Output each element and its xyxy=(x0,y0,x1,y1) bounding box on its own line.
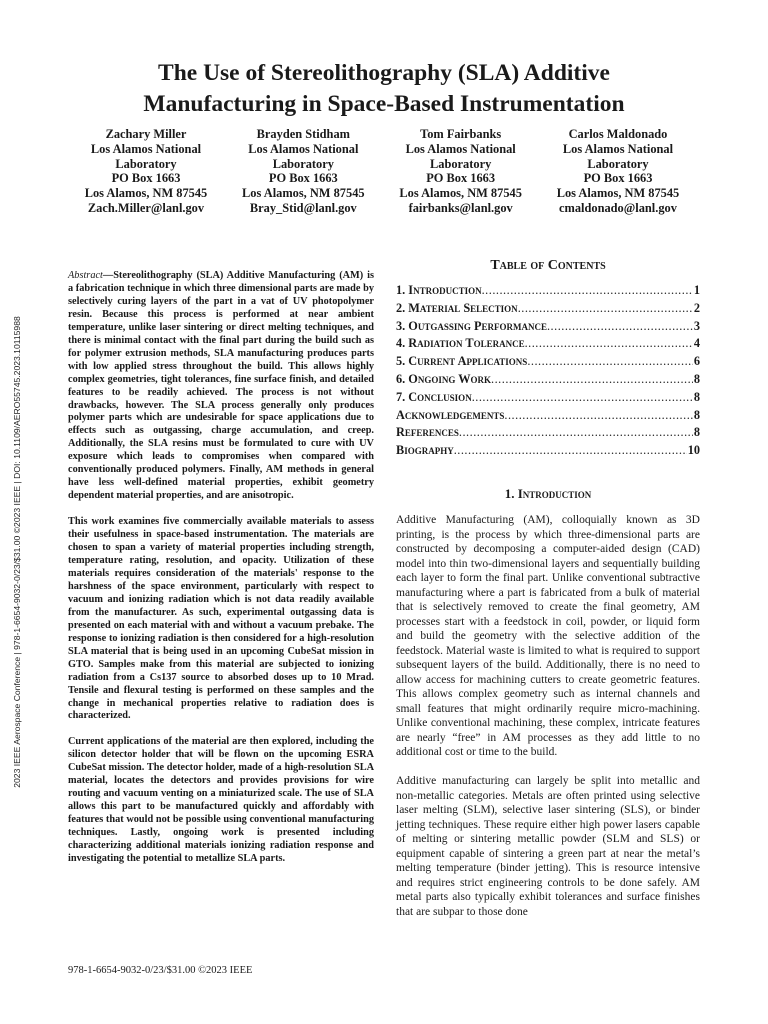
toc-leader-dots xyxy=(547,319,693,334)
author-name: Brayden Stidham xyxy=(256,127,350,141)
toc-entry-label: 6. Ongoing Work xyxy=(396,371,492,386)
toc-leader-dots xyxy=(527,354,693,369)
table-of-contents xyxy=(396,283,700,461)
abstract-text: —Stereolithography (SLA) Additive Manufacturing (AM) is a fabrication technique in which three dimensional parts are made by selectively curing layers of the part in a vat of UV photopolymer resin. Because this process is performed at near ambient temperature, unlike laser sintering or direct melting techniques, and there is minimal contact with the final part during the build such as for polymer extrusion methods, SLA manufacturing produces parts with low applied stress throughout the build. This allows highly complex geometries, tight tolerances, fine surface finish, and detailed features to be readily achieved. The process is not without drawbacks, however. The SLA process generally only produces polymer parts which are undesirable for space applications due to effects such as outgassing, charge accumulation, and creep. Additionally, the SLA resins must be formulated to cure with UV exposure which leads to compromises when compared with conventionally produced polymers. Finally, AM methods in general have less well-defined material properties, exhibit geometry dependent material properties, and are anisotropic. xyxy=(68,270,374,502)
abstract xyxy=(68,270,374,879)
introduction-heading: 1. Introduction xyxy=(504,486,592,501)
abstract-paragraph-1 xyxy=(68,270,374,503)
intro-paragraph-2: Additive manufacturing can largely be split into metallic and non-metallic categories. Metals are often printed using selective laser melting (SLM), selective laser sintering (SLS), or binder jetting techniques. These require either high power lasers capable of melting or sintering metallic powder (SLM and SLS) or equipment capable of sintering a green part at near the metal’s melting temperature (binder jetting). This is resource intensive and requires strict engineering controls to be done safely. AM metal parts also typically exhibit tolerances and surface finishes that are subpar to those done xyxy=(396,775,700,918)
title-line-2: Manufacturing in Space-Based Instrumentation xyxy=(143,91,625,117)
author-name: Tom Fairbanks xyxy=(420,127,502,141)
abstract-paragraph-3: Current applications of the material are then explored, including the silicon detector holder that will be flown on the upcoming ESRA CubeSat mission. The detector holder, made of a high-resolution SLA material, locates the detectors and provides provisions for wire routing and vacuum venting on a miniaturized scale. The use of SLA allows this part to be manufactured quickly and affordably with features that would not be possible using conventional manufacturing techniques. Lastly, ongoing work is presented including characterizing additional materials ionizing radiation response and investigating the potential to metallize SLA parts. xyxy=(68,736,374,864)
author-org: Laboratory xyxy=(115,156,177,171)
toc-entry[interactable] xyxy=(396,408,700,426)
toc-entry-label: 5. Current Applications xyxy=(396,354,528,369)
author-org: Los Alamos National xyxy=(405,141,516,156)
toc-entry-label: 1. Introduction xyxy=(396,283,482,297)
paper-title xyxy=(60,58,708,120)
toc-leader-dots xyxy=(482,283,693,298)
author-box: PO Box 1663 xyxy=(583,171,653,186)
toc-entry-page: 1 xyxy=(693,283,700,297)
author-box: PO Box 1663 xyxy=(426,171,496,186)
abstract-paragraph-2: This work examines five commercially available materials to assess their usefulness in space-based instrumentation. The materials are chosen to span a variety of material properties including strength, temperature rating, resolution, and opacity. Utilization of these materials requires consideration of the materials' response to the harshness of the space environment, particularly with respect to vacuum and ionizing radiation which is not data readily available from the manufacturer. As such, experimental outgassing data is presented on each material with and without a vacuum prebake. The response to ionizing radiation is then considered for a high-resolution SLA material that is being used in an upcoming CubeSat mission in GTO. Samples make from this material are subjected to ionizing radiation from a Cs137 source to absorbed doses up to 10 Mrad. Tensile and flexural testing is performed on these samples and the change in mechanical properties relative to radiation does is characterized. xyxy=(68,516,374,722)
author-box: PO Box 1663 xyxy=(268,171,338,186)
toc-entry[interactable] xyxy=(396,390,700,408)
toc-leader-dots xyxy=(504,408,692,423)
toc-entry-page: 8 xyxy=(693,371,700,386)
author xyxy=(72,127,220,216)
toc-entry[interactable] xyxy=(396,372,700,390)
author-name: Zachary Miller xyxy=(105,127,187,141)
author-org: Los Alamos National xyxy=(90,141,202,156)
toc-leader-dots xyxy=(454,443,687,458)
footer-copyright: 978-1-6654-9032-0/23/$31.00 ©2023 IEEE xyxy=(68,965,253,976)
toc-entry[interactable] xyxy=(396,319,700,337)
toc-entry[interactable] xyxy=(396,301,700,319)
author-city: Los Alamos, NM 87545 xyxy=(399,186,522,201)
author-city: Los Alamos, NM 87545 xyxy=(84,186,208,201)
author xyxy=(387,127,535,216)
intro-paragraph-1: Additive Manufacturing (AM), colloquially known as 3D printing, is the process by which three-dimensional parts are constructed by decomposing a computer-aided design (CAD) model into thin two-dimensional layers and sequentially building each layer to form the final part. Unlike conventional subtractive manufacturing where a part is fabricated from a bulk of material that is selectively removed to create the final geometry, AM processes start with a feedstock in coil, powder, or liquid form and build the geometry with the selective addition of the feedstock. Material waste is limited to what is required to support subsequent layers of the build. Additionally, there is no need to allow access for machining cutters to create geometric features. This allows complex geometry such as internal channels and small features that might ordinarily require micro-machining. Unlike conventional machining, these complex, intricate features are nearly “free” in AM processes as they add little to no additional cost or time to the build. xyxy=(396,514,700,758)
toc-entry[interactable] xyxy=(396,336,700,354)
toc-entry-label: References xyxy=(396,425,459,440)
author-org: Laboratory xyxy=(272,156,334,171)
toc-entry-page: 8 xyxy=(693,425,700,440)
author-org: Los Alamos National xyxy=(562,141,674,156)
author-email[interactable]: Bray_Stid@lanl.gov xyxy=(249,200,357,215)
toc-leader-dots xyxy=(459,425,693,440)
toc-entry[interactable] xyxy=(396,443,700,461)
author-email[interactable]: fairbanks@lanl.gov xyxy=(408,200,513,215)
author-box: PO Box 1663 xyxy=(111,171,181,186)
toc-leader-dots xyxy=(491,372,693,387)
abstract-lead: Abstract xyxy=(68,270,103,281)
toc-entry-label: 2. Material Selection xyxy=(396,300,518,315)
title-line-1: The Use of Stereolithography (SLA) Additive xyxy=(158,60,610,86)
author xyxy=(229,127,377,216)
author-city: Los Alamos, NM 87545 xyxy=(242,186,365,201)
author-block xyxy=(72,127,692,216)
toc-entry-label: 7. Conclusion xyxy=(396,389,472,404)
toc-entry-page: 6 xyxy=(693,354,700,369)
author-org: Laboratory xyxy=(430,156,492,171)
doi-sidebar xyxy=(4,122,30,982)
author-org: Los Alamos National xyxy=(248,141,359,156)
toc-entry[interactable] xyxy=(396,425,700,443)
doi-sidebar-text: 2023 IEEE Aerospace Conference | 978-1-6654-9032-0/23/$31.00 ©2023 IEEE | DOI: 10.1109/AERO55745.2023.10115988 xyxy=(12,316,22,788)
toc-entry-page: 3 xyxy=(693,318,700,333)
toc-entry[interactable] xyxy=(396,354,700,372)
toc-leader-dots xyxy=(518,301,693,316)
toc-leader-dots xyxy=(525,336,693,351)
toc-title: Table of Contents xyxy=(490,258,606,273)
author-name: Carlos Maldonado xyxy=(568,127,668,141)
toc-entry[interactable] xyxy=(396,283,700,301)
toc-entry-label: 3. Outgassing Performance xyxy=(396,318,547,333)
toc-entry-page: 4 xyxy=(693,336,700,351)
toc-entry-page: 2 xyxy=(693,300,700,315)
toc-entry-label: Acknowledgements xyxy=(396,407,505,422)
toc-entry-page: 8 xyxy=(693,389,700,404)
toc-entry-page: 8 xyxy=(693,407,700,422)
author-email[interactable]: Zach.Miller@lanl.gov xyxy=(87,200,205,215)
toc-entry-page: 10 xyxy=(687,443,700,458)
toc-entry-label: Biography xyxy=(396,443,454,458)
author xyxy=(544,127,692,216)
author-city: Los Alamos, NM 87545 xyxy=(556,186,680,201)
toc-entry-label: 4. Radiation Tolerance xyxy=(396,336,525,351)
introduction-body xyxy=(396,513,700,934)
toc-leader-dots xyxy=(472,390,693,405)
author-email[interactable]: cmaldonado@lanl.gov xyxy=(559,200,677,215)
author-org: Laboratory xyxy=(587,156,649,171)
